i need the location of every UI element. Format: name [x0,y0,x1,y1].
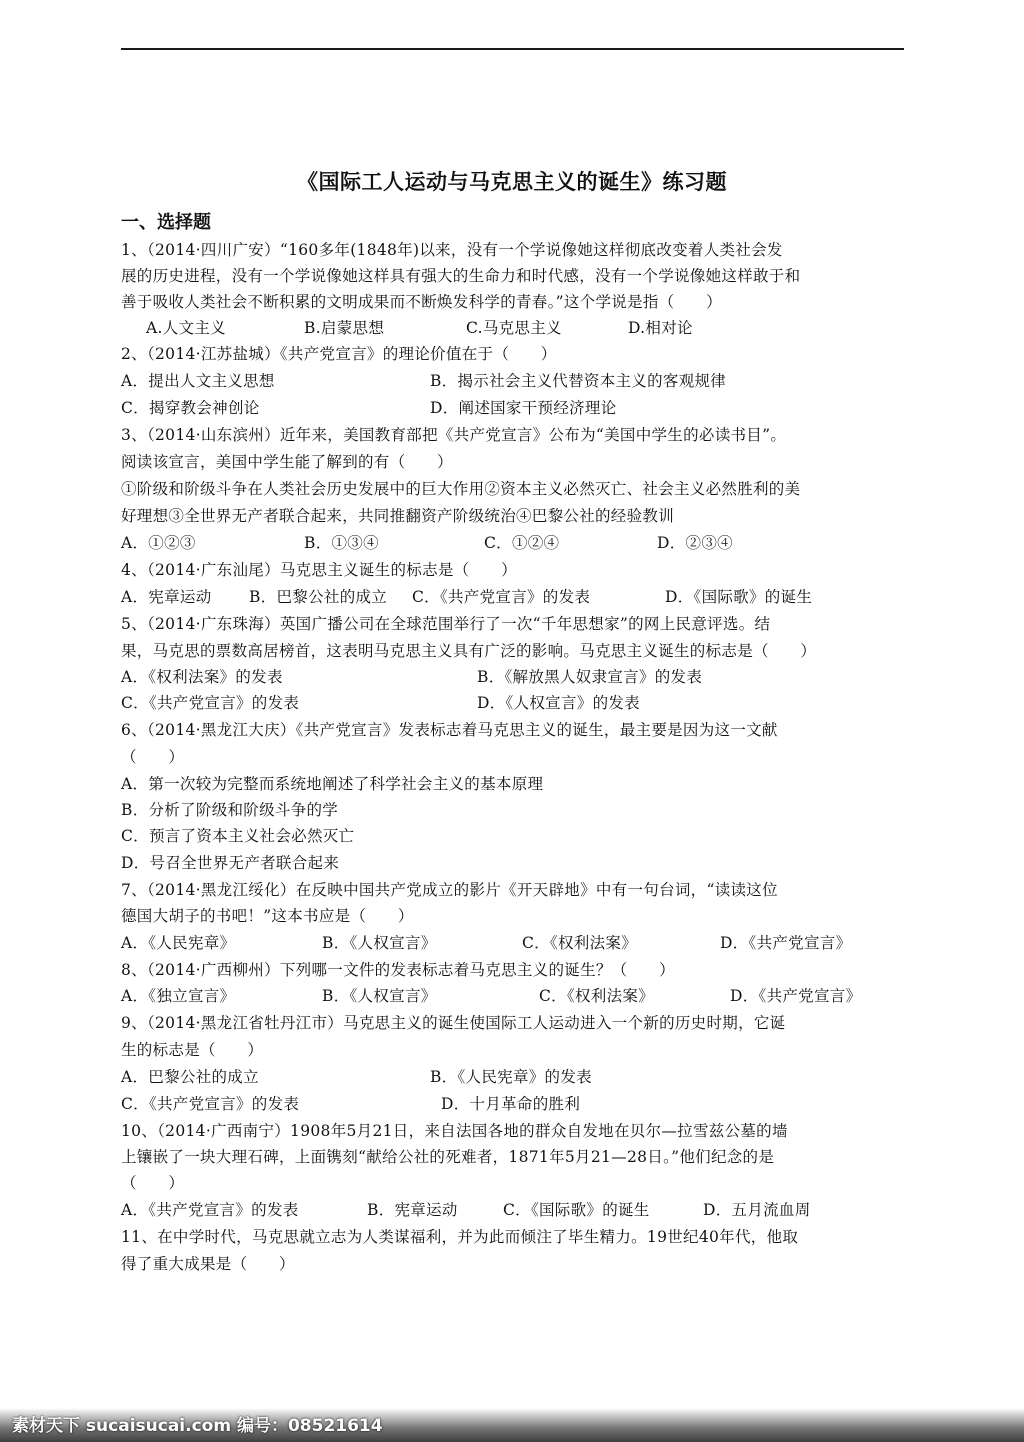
question-3-line-1: 3、（2014·山东滨州）近年来，美国教育部把《共产党宣言》公布为“美国中学生的必读书目”。 [121,426,787,444]
q1-option-a: A.人文主义 [146,319,226,337]
q9-option-b: B．《人民宪章》的发表 [430,1068,592,1086]
q4-option-c: C．《共产党宣言》的发表 [412,588,591,606]
question-3-line-4: 好理想③全世界无产者联合起来，共同推翻资产阶级统治④巴黎公社的经验教训 [121,507,675,525]
q3-option-d: D．②③④ [657,534,733,552]
question-10-line-1: 10、（2014·广西南宁）1908年5月21日，来自法国各地的群众自发地在贝尔—拉雪兹公墓的墙 [121,1122,788,1140]
question-1-line-3: 善于吸收人类社会不断积累的文明成果而不断焕发科学的青春。”这个学说是指（ ） [121,293,722,311]
page-title: 《国际工人运动与马克思主义的诞生》练习题 [297,170,727,194]
question-8-line-1: 8、（2014·广西柳州）下列哪一文件的发表标志着马克思主义的诞生？（ ） [121,961,675,979]
q8-option-a: A．《独立宣言》 [121,987,236,1005]
question-1-line-1: 1、（2014·四川广安）“160多年(1848年)以来，没有一个学说像她这样彻底改变着人类社会发 [121,241,783,259]
q4-option-a: A．宪章运动 [121,588,212,606]
watermark-bar [0,1408,1024,1442]
q9-option-d: D．十月革命的胜利 [441,1095,581,1113]
q7-option-c: C．《权利法案》 [522,934,638,952]
q5-option-d: D．《人权宣言》的发表 [477,694,640,712]
question-6-line-2: （ ） [121,748,185,766]
section-heading: 一、选择题 [121,212,211,233]
q5-option-b: B．《解放黑人奴隶宣言》的发表 [477,668,703,686]
q2-option-a: A．提出人文主义思想 [121,372,275,390]
question-4-line-1: 4、（2014·广东汕尾）马克思主义诞生的标志是（ ） [121,561,517,579]
q4-option-d: D．《国际歌》的诞生 [665,588,813,606]
q8-option-c: C．《权利法案》 [539,987,655,1005]
q10-option-a: A．《共产党宣言》的发表 [121,1201,299,1219]
q6-option-a: A．第一次较为完整而系统地阐述了科学社会主义的基本原理 [121,775,544,793]
question-1-line-2: 展的历史进程，没有一个学说像她这样具有强大的生命力和时代感，没有一个学说像她这样敢于和 [121,267,801,285]
question-9-line-1: 9、（2014·黑龙江省牡丹江市）马克思主义的诞生使国际工人运动进入一个新的历史时期，它诞 [121,1014,786,1032]
question-3-line-2: 阅读该宣言，美国中学生能了解到的有（ ） [121,453,453,471]
question-10-line-2: 上镶嵌了一块大理石碑，上面镌刻“献给公社的死难者，1871年5月21—28日。”他们纪念的是 [121,1148,775,1166]
q9-option-a: A．巴黎公社的成立 [121,1068,259,1086]
q3-option-a: A．①②③ [121,534,196,552]
q6-option-d: D．号召全世界无产者联合起来 [121,854,340,872]
q1-option-d: D.相对论 [628,319,693,337]
q6-option-b: B．分析了阶级和阶级斗争的学 [121,801,339,819]
q7-option-a: A．《人民宪章》 [121,934,236,952]
q10-option-b: B．宪章运动 [367,1201,458,1219]
q5-option-c: C．《共产党宣言》的发表 [121,694,300,712]
q6-option-c: C．预言了资本主义社会必然灭亡 [121,827,355,845]
q8-option-d: D．《共产党宣言》 [730,987,862,1005]
q1-option-c: C.马克思主义 [466,319,562,337]
q3-option-c: C．①②④ [484,534,560,552]
q10-option-c: C．《国际歌》的诞生 [503,1201,650,1219]
watermark-text: 素材天下 sucaisucai.com 编号：08521614 [12,1416,383,1436]
header-rule [121,48,904,50]
question-5-line-2: 果，马克思的票数高居榜首，这表明马克思主义具有广泛的影响。马克思主义诞生的标志是（ ） [121,642,817,660]
q2-option-c: C．揭穿教会神创论 [121,399,260,417]
question-6-line-1: 6、（2014·黑龙江大庆）《共产党宣言》发表标志着马克思主义的诞生，最主要是因为这一文献 [121,721,778,739]
question-2-line-1: 2、（2014·江苏盐城）《共产党宣言》的理论价值在于（ ） [121,345,557,363]
question-5-line-1: 5、（2014·广东珠海）英国广播公司在全球范围举行了一次“千年思想家”的网上民意评选。结 [121,615,771,633]
question-9-line-2: 生的标志是（ ） [121,1041,264,1059]
q4-option-b: B．巴黎公社的成立 [249,588,388,606]
q10-option-d: D．五月流血周 [703,1201,811,1219]
q7-option-d: D．《共产党宣言》 [720,934,852,952]
q3-option-b: B．①③④ [304,534,379,552]
question-11-line-1: 11、在中学时代，马克思就立志为人类谋福利，并为此而倾注了毕生精力。19世纪40年代，他取 [121,1228,799,1246]
q5-option-a: A．《权利法案》的发表 [121,668,283,686]
question-10-line-3: （ ） [121,1174,185,1192]
question-7-line-2: 德国大胡子的书吧！”这本书应是（ ） [121,907,414,925]
q2-option-d: D．阐述国家干预经济理论 [430,399,617,417]
q7-option-b: B．《人权宣言》 [322,934,437,952]
question-11-line-2: 得了重大成果是（ ） [121,1255,295,1273]
question-7-line-1: 7、（2014·黑龙江绥化）在反映中国共产党成立的影片《开天辟地》中有一句台词，“读读这位 [121,881,778,899]
q1-option-b: B.启蒙思想 [304,319,385,337]
q2-option-b: B．揭示社会主义代替资本主义的客观规律 [430,372,727,390]
q8-option-b: B．《人权宣言》 [322,987,437,1005]
question-3-line-3: ①阶级和阶级斗争在人类社会历史发展中的巨大作用②资本主义必然灭亡、社会主义必然胜利的美 [121,480,801,498]
q9-option-c: C．《共产党宣言》的发表 [121,1095,300,1113]
